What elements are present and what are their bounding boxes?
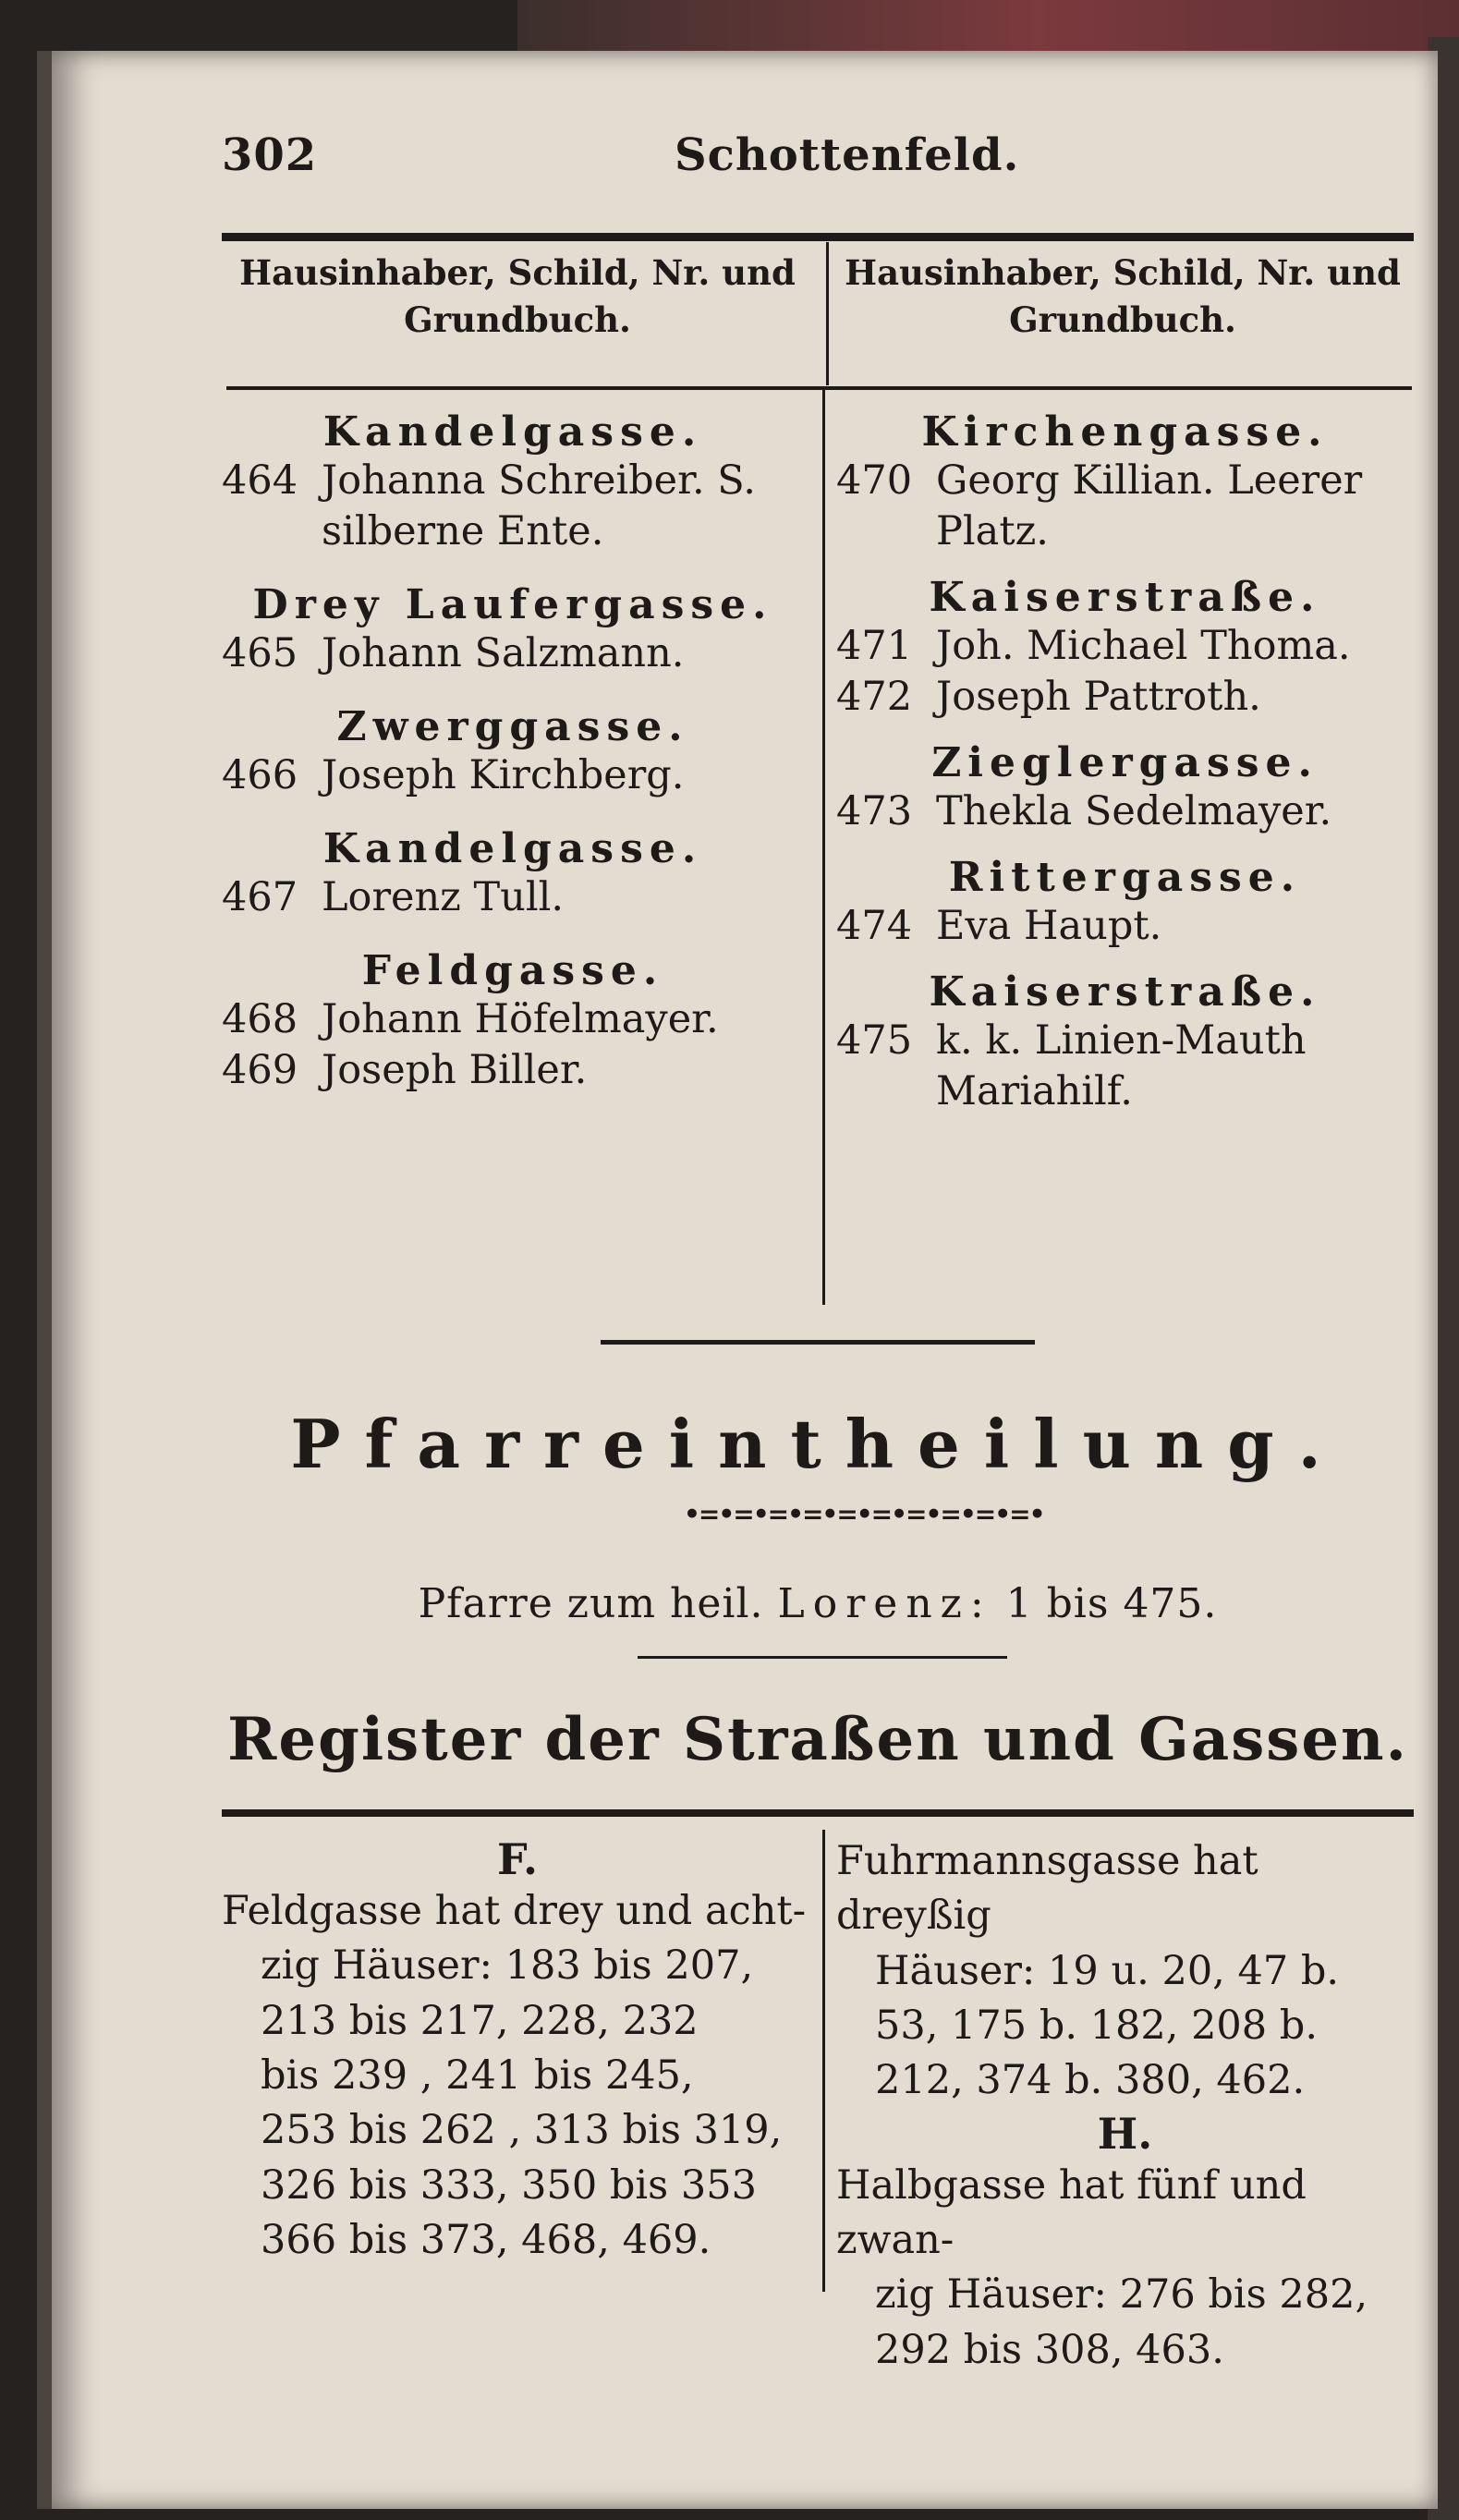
- street-name: Drey Laufergasse.: [252, 581, 773, 629]
- street-name: Zwerggasse.: [336, 703, 689, 751]
- house-number: 475: [836, 1017, 913, 1065]
- house-number: 469: [222, 1047, 298, 1094]
- column-header-rule: [226, 386, 1412, 390]
- house-owner: Georg Killian. Leerer Platz.: [936, 457, 1363, 555]
- house-owner: Joh. Michael Thoma.: [936, 623, 1351, 670]
- street-block: [836, 968, 1414, 1117]
- ornament: •=•=•=•=•=•=•=•=•=•=•: [684, 1499, 1044, 1529]
- register-left: [222, 1834, 813, 2268]
- house-entry: [222, 628, 804, 679]
- house-number: 473: [836, 788, 913, 835]
- entry-line: 366 bis 373, 468, 469.: [261, 2216, 711, 2263]
- register-letter: H.: [1097, 2108, 1153, 2159]
- house-number: 464: [222, 457, 298, 504]
- left-column: [222, 408, 804, 1096]
- section-rule: [601, 1340, 1035, 1345]
- register-letter: F.: [496, 1834, 539, 1884]
- house-number: 474: [836, 903, 913, 950]
- house-entry: [836, 786, 1414, 837]
- entry-line: 213 bis 217, 228, 232: [261, 1997, 699, 2044]
- head-rule: [222, 233, 1414, 241]
- house-owner: Eva Haupt.: [936, 903, 1162, 950]
- column-divider: [822, 390, 825, 1305]
- house-entry: [836, 621, 1414, 672]
- house-number: 470: [836, 457, 913, 504]
- entry-line: Feldgasse hat drey und acht-: [222, 1888, 807, 1934]
- pfarr-name: Lorenz:: [777, 1580, 992, 1627]
- house-owner: Joseph Kirchberg.: [322, 752, 685, 799]
- house-owner: Thekla Sedelmayer.: [936, 788, 1332, 835]
- house-number: 472: [836, 674, 913, 721]
- house-number: 467: [222, 874, 298, 921]
- street-block: [222, 581, 804, 679]
- street-name: Rittergasse.: [948, 854, 1302, 902]
- entry-line: Fuhrmannsgasse hat dreyßig: [836, 1838, 1258, 1940]
- street-name: Kaiserstraße.: [929, 968, 1321, 1017]
- house-owner: Johann Höfelmayer.: [322, 996, 719, 1043]
- street-name: Zieglergasse.: [931, 739, 1319, 787]
- street-block: [836, 739, 1414, 837]
- register-entry: [836, 2159, 1414, 2378]
- house-owner: Lorenz Tull.: [322, 874, 565, 921]
- register-entry: [222, 1884, 813, 2268]
- street-name: Kirchengasse.: [921, 408, 1329, 456]
- register-rule: [222, 1809, 1414, 1817]
- page-number: 302: [222, 129, 318, 181]
- column-header-divider: [826, 242, 829, 385]
- house-owner: Joseph Biller.: [322, 1047, 588, 1094]
- house-owner: Johanna Schreiber. S. silberne Ente.: [322, 457, 756, 555]
- street-name: Feldgasse.: [361, 947, 664, 995]
- entry-line: 53, 175 b. 182, 208 b.: [875, 2002, 1319, 2049]
- house-entry: [222, 456, 804, 557]
- house-entry: [222, 872, 804, 923]
- register-divider: [822, 1830, 825, 2292]
- register-title: Register der Straßen und Gassen.: [227, 1705, 1408, 1774]
- street-name: Kandelgasse.: [322, 825, 703, 873]
- pfarr-rule: [638, 1656, 1007, 1659]
- house-entry: [222, 994, 804, 1045]
- entry-line: zig Häuser: 183 bis 207,: [261, 1942, 754, 1990]
- entry-line: Halbgasse hat fünf und zwan-: [836, 2161, 1307, 2263]
- entry-line: 292 bis 308, 463.: [875, 2326, 1224, 2373]
- entry-line: Häuser: 19 u. 20, 47 b.: [875, 1947, 1340, 1994]
- street-name: Kaiserstraße.: [929, 574, 1321, 622]
- house-number: 465: [222, 630, 298, 677]
- entry-line: 212, 374 b. 380, 462.: [875, 2057, 1306, 2104]
- house-number: 471: [836, 623, 913, 670]
- street-block: [836, 408, 1414, 557]
- right-column: [836, 408, 1414, 1117]
- house-entry: [836, 672, 1414, 723]
- running-title: Schottenfeld.: [675, 129, 1020, 181]
- house-owner: Johann Salzmann.: [322, 630, 685, 677]
- street-block: [836, 574, 1414, 723]
- house-entry: [836, 456, 1414, 557]
- pfarr-line: [222, 1580, 1414, 1627]
- house-entry: [222, 1045, 804, 1096]
- house-number: 468: [222, 996, 298, 1043]
- column-header-right: Hausinhaber, Schild, Nr. und Grundbuch.: [845, 252, 1401, 341]
- house-owner: k. k. Linien-Mauth Mariahilf.: [936, 1017, 1307, 1115]
- street-block: [222, 825, 804, 923]
- street-block: [222, 408, 804, 557]
- street-block: [222, 947, 804, 1096]
- entry-line: bis 239 , 241 bis 245,: [261, 2051, 694, 2099]
- street-block: [836, 854, 1414, 952]
- pfarr-range: 1 bis 475.: [1005, 1580, 1218, 1627]
- house-entry: [222, 750, 804, 801]
- pfarr-title: Pfarreintheilung.: [290, 1405, 1345, 1483]
- house-owner: Joseph Pattroth.: [936, 674, 1261, 721]
- register-right: [836, 1834, 1414, 2378]
- book-edge-top: [517, 0, 1459, 51]
- column-header-left: Hausinhaber, Schild, Nr. und Grundbuch.: [239, 252, 796, 341]
- house-entry: [836, 901, 1414, 952]
- house-entry: [836, 1016, 1414, 1117]
- entry-line: 253 bis 262 , 313 bis 319,: [261, 2107, 783, 2154]
- street-name: Kandelgasse.: [322, 408, 703, 456]
- pfarr-prefix: Pfarre zum heil.: [418, 1580, 764, 1627]
- house-number: 466: [222, 752, 298, 799]
- entry-line: 326 bis 333, 350 bis 353: [261, 2161, 757, 2209]
- street-block: [222, 703, 804, 801]
- register-entry: [836, 1834, 1414, 2109]
- entry-line: zig Häuser: 276 bis 282,: [875, 2271, 1368, 2319]
